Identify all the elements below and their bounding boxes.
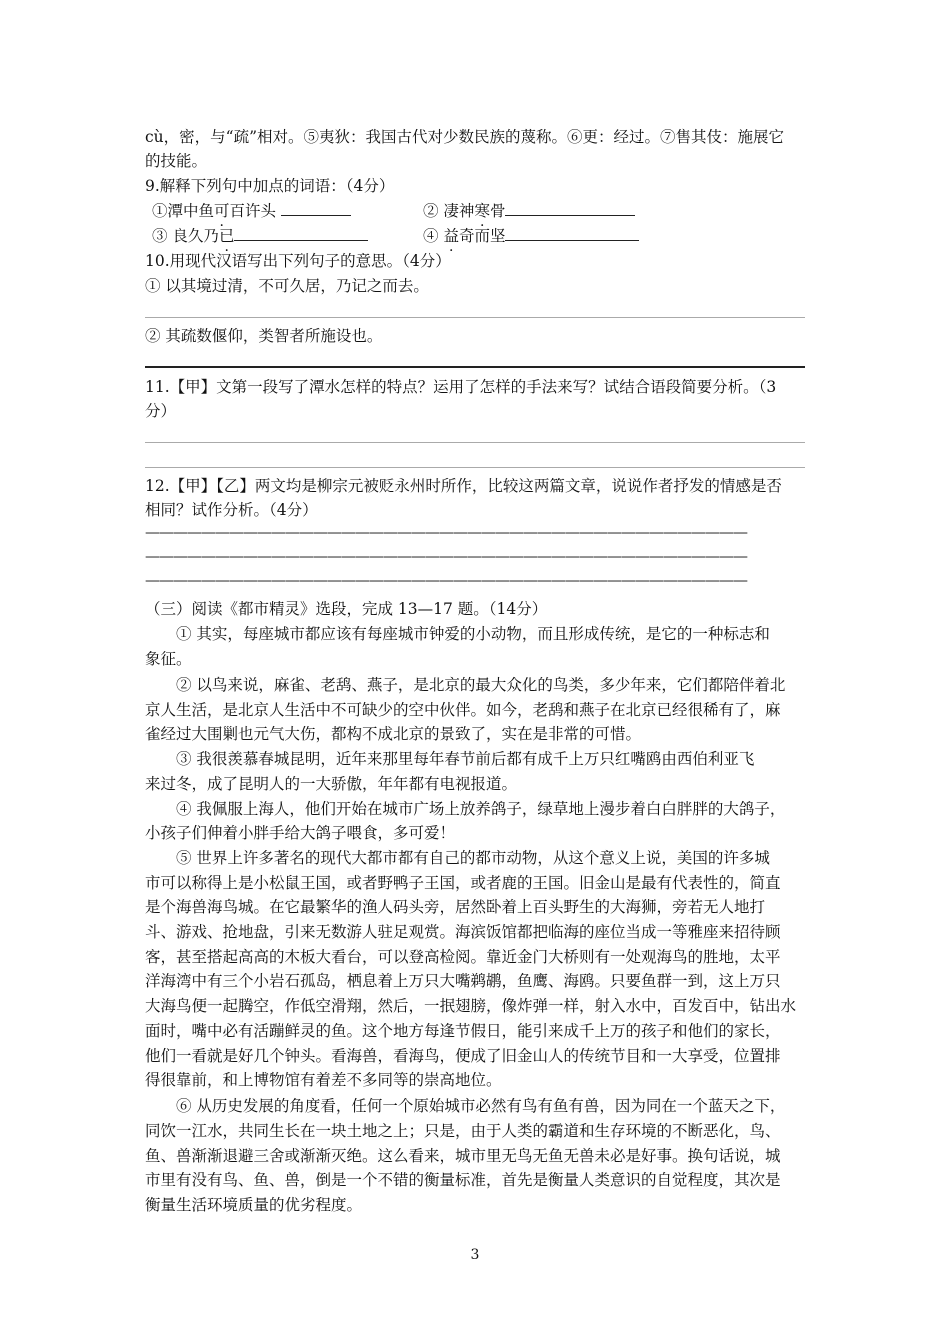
paragraph-2-line: 雀经过大围剿也元气大伤，都构不成北京的景致了，实在是非常的可惜。	[145, 725, 642, 743]
answer-dash-line[interactable]: ———————————————————————————————————————————	[145, 523, 747, 541]
question-10-title: 10.用现代汉语写出下列句子的意思。（4分）	[145, 252, 451, 270]
q9-item-1: ①潭中鱼可百许头	[152, 199, 351, 222]
paragraph-6-line: 同饮一江水，共同生长在一块土地之上；只是，由于人类的霸道和生存环境的不断恶化，鸟、	[145, 1122, 781, 1140]
q9-item-2: ② 凄神寒骨	[423, 199, 635, 222]
answer-dash-line[interactable]: ———————————————————————————————————————————	[145, 547, 747, 565]
footnote-line: cù，密，与“疏”相对。⑤夷狄：我国古代对少数民族的蔑称。⑥更：经过。⑦售其伎：施展它	[145, 128, 785, 146]
paragraph-6-line: 鱼、兽渐渐退避三舍或渐渐灭绝。这么看来，城市里无鸟无鱼无兽未必是好事。换句话说，城	[145, 1147, 781, 1165]
dotted-char: 益	[443, 227, 459, 245]
paragraph-5-line: 得很靠前，和上博物馆有着差不多同等的崇高地位。	[145, 1071, 502, 1089]
dotted-char: 寒	[474, 202, 490, 220]
answer-line[interactable]	[145, 366, 805, 368]
page-number: 3	[470, 1247, 480, 1263]
question-11-line: 分）	[145, 402, 177, 420]
dotted-char: 可	[214, 202, 230, 220]
answer-line[interactable]	[145, 442, 805, 443]
paragraph-1-line: ① 其实，每座城市都应该有每座城市钟爱的小动物，而且形成传统，是它的一种标志和	[176, 625, 770, 643]
paragraph-5-line: 客，甚至搭起高高的木板大看台，可以登高检阅。靠近金门大桥则有一处观海鸟的胜地，太平	[145, 948, 781, 966]
answer-blank[interactable]	[281, 199, 351, 216]
q10-sentence-1: ① 以其境过清，不可久居，乃记之而去。	[145, 277, 429, 295]
paragraph-5-line: 洋海湾中有三个小岩石孤岛，栖息着上万只大嘴鹈鹕，鱼鹰、海鸥。只要鱼群一到，这上万只	[145, 972, 781, 990]
answer-blank[interactable]	[234, 224, 368, 241]
answer-dash-line[interactable]: ———————————————————————————————————————————	[145, 571, 747, 589]
paragraph-3-line: ③ 我很羡慕春城昆明，近年来那里每年春节前后都有成千上万只红嘴鸥由西伯利亚飞	[176, 750, 755, 768]
paragraph-6-line: 衡量生活环境质量的优劣程度。	[145, 1196, 363, 1214]
paragraph-1-line: 象征。	[145, 650, 192, 668]
q9-item-3: ③ 良久乃已	[152, 224, 368, 247]
paragraph-2-line: ② 以鸟来说，麻雀、老鸹、燕子，是北京的最大众化的鸟类，多少年来，它们都陪伴着北	[176, 676, 786, 694]
paragraph-6-line: 市里有没有鸟、鱼、兽，倒是一个不错的衡量标准，首先是衡量人类意识的自觉程度，其次是	[145, 1171, 781, 1189]
question-9-title: 9.解释下列句中加点的词语：（4分）	[145, 177, 395, 195]
paragraph-5-line: 斗、游戏、抢地盘，引来无数游人驻足观赏。海滨饭馆都把临海的座位当成一等雅座来招待顾	[145, 923, 781, 941]
answer-blank[interactable]	[505, 199, 635, 216]
paragraph-5-line: ⑤ 世界上许多著名的现代大都市都有自己的都市动物，从这个意义上说，美国的许多城	[176, 849, 770, 867]
answer-line[interactable]	[145, 467, 805, 468]
q10-sentence-2: ② 其疏数偃仰，类智者所施设也。	[145, 327, 383, 345]
question-12-line: 相同？试作分析。（4分）	[145, 501, 318, 519]
paragraph-5-line: 是个海兽海鸟城。在它最繁华的渔人码头旁，居然卧着上百头野生的大海狮，旁若无人地打	[145, 898, 766, 916]
paragraph-2-line: 京人生活，是北京人生活中不可缺少的空中伙伴。如今，老鸹和燕子在北京已经很稀有了，麻	[145, 701, 781, 719]
section-3-title: （三）阅读《都市精灵》选段，完成 13—17 题。（14分）	[145, 600, 548, 618]
question-11-line: 11.【甲】文第一段写了潭水怎样的特点？运用了怎样的手法来写？试结合语段简要分析。（3	[145, 378, 777, 396]
paragraph-5-line: 市可以称得上是小松鼠王国，或者野鸭子王国，或者鹿的王国。旧金山是最有代表性的，简直	[145, 874, 781, 892]
footnote-line: 的技能。	[145, 152, 208, 170]
dotted-char: 已	[218, 227, 235, 245]
answer-blank[interactable]	[505, 224, 639, 241]
paragraph-4-line: 小孩子们伸着小胖手给大鸽子喂食，多可爱！	[145, 824, 456, 842]
question-12-line: 12.【甲】【乙】两文均是柳宗元被贬永州时所作，比较这两篇文章，说说作者抒发的情感是否	[145, 477, 782, 495]
paragraph-5-line: 他们一看就是好几个钟头。看海兽，看海鸟，便成了旧金山人的传统节目和一大享受，位置排	[145, 1047, 781, 1065]
answer-line[interactable]	[145, 317, 805, 318]
paragraph-5-line: 大海鸟便一起腾空，作低空滑翔，然后，一抿翅膀，像炸弹一样，射入水中，百发百中，钻出水	[145, 997, 797, 1015]
paragraph-3-line: 来过冬，成了昆明人的一大骄傲，年年都有电视报道。	[145, 775, 518, 793]
paragraph-4-line: ④ 我佩服上海人，他们开始在城市广场上放养鸽子，绿草地上漫步着白白胖胖的大鸽子，	[176, 800, 786, 818]
paragraph-6-line: ⑥ 从历史发展的角度看，任何一个原始城市必然有鸟有鱼有兽，因为同在一个蓝天之下，	[176, 1097, 786, 1115]
q9-item-4: ④ 益奇而坚	[423, 224, 639, 247]
paragraph-5-line: 面时，嘴中必有活蹦鲜灵的鱼。这个地方每逢节假日，能引来成千上万的孩子和他们的家长，	[145, 1022, 781, 1040]
